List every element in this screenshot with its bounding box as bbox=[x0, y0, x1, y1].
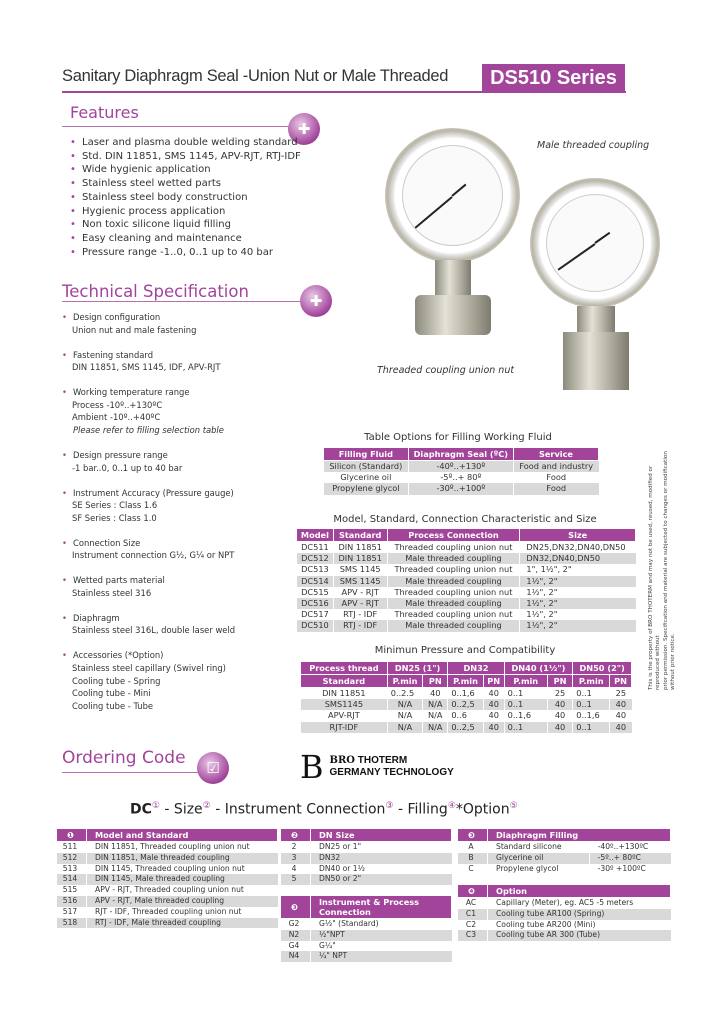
spec-value: Cooling tube - Mini bbox=[72, 688, 151, 699]
column-header: Size bbox=[520, 529, 636, 542]
table-row bbox=[281, 842, 452, 853]
code-cell: N4 bbox=[281, 951, 311, 962]
column-header: P.min bbox=[448, 675, 484, 688]
table-cell: Male threaded coupling bbox=[387, 553, 520, 564]
spec-item bbox=[62, 386, 235, 436]
pipe-cross-icon: ✚ bbox=[300, 285, 332, 317]
product-photos bbox=[355, 120, 655, 390]
description-cell: DIN 11851, Threaded coupling union nut bbox=[87, 842, 278, 853]
code-cell: 3 bbox=[281, 853, 311, 864]
table-cell: 0..1 bbox=[504, 688, 547, 700]
table-row bbox=[57, 874, 278, 885]
ordering-option-table bbox=[457, 884, 671, 941]
table-cell: 1½", 2" bbox=[520, 576, 636, 587]
table-row bbox=[281, 919, 452, 930]
table-cell: -30º..+100º bbox=[408, 483, 513, 494]
brand-logo bbox=[300, 748, 454, 786]
table-cell: N/A bbox=[387, 699, 423, 710]
spec-label: • Working temperature range bbox=[73, 387, 190, 398]
table-row bbox=[301, 710, 632, 721]
formula-marker-2: ② bbox=[202, 801, 211, 811]
feature-item: • Pressure range -1..0, 0..1 up to 40 bar bbox=[70, 246, 301, 260]
table-row bbox=[301, 722, 632, 733]
code-cell: C3 bbox=[458, 930, 488, 941]
table-cell: DC516 bbox=[297, 598, 334, 609]
code-cell: C2 bbox=[458, 920, 488, 931]
description-cell: RJT - IDF, Threaded coupling union nut bbox=[87, 907, 278, 918]
feature-item: • Hygienic process application bbox=[70, 205, 301, 219]
feature-item: • Laser and plasma double welding standard bbox=[70, 136, 301, 150]
table-row bbox=[458, 930, 671, 941]
table-cell: 25 bbox=[547, 688, 572, 700]
description-cell: Capillary (Meter), eg. AC5 -5 meters bbox=[488, 898, 671, 909]
description-cell: DIN 11851, Male threaded coupling bbox=[87, 853, 278, 864]
table-row bbox=[297, 553, 636, 564]
column-group-header: DN40 (1½") bbox=[504, 662, 573, 675]
table-row bbox=[297, 620, 636, 631]
feature-item: • Non toxic silicone liquid filling bbox=[70, 218, 301, 232]
description-cell: DN50 or 2" bbox=[311, 874, 452, 885]
table-cell: 1½", 2" bbox=[520, 609, 636, 620]
table-row bbox=[57, 918, 278, 929]
description-cell: Cooling tube AR100 (Spring) bbox=[488, 909, 671, 920]
spec-item bbox=[62, 537, 235, 562]
table-cell: 40 bbox=[547, 722, 572, 733]
description-cell: Standard silicone bbox=[488, 842, 590, 853]
column-header: Model and Standard bbox=[87, 829, 278, 842]
brand-name-bold: BRO bbox=[329, 755, 355, 766]
section-number: ❸ bbox=[458, 829, 488, 842]
description-cell: Cooling tube AR 300 (Tube) bbox=[488, 930, 671, 941]
brand-name: THOTERM bbox=[357, 755, 408, 766]
spec-item bbox=[62, 449, 235, 474]
table-cell: DC510 bbox=[297, 620, 334, 631]
table-cell: Silicon (Standard) bbox=[324, 461, 409, 473]
table-cell: -40º..+130º bbox=[408, 461, 513, 473]
table-cell: 1", 1½", 2" bbox=[520, 564, 636, 575]
table-row bbox=[57, 842, 278, 853]
filling-table-title: Table Options for Filling Working Fluid bbox=[364, 432, 552, 443]
spec-value: Stainless steel 316L, double laser weld bbox=[72, 625, 236, 636]
code-cell: B bbox=[458, 853, 488, 864]
spec-value: SF Series : Class 1.0 bbox=[72, 512, 157, 523]
table-cell: APV - RJT bbox=[333, 598, 387, 609]
code-cell: C1 bbox=[458, 909, 488, 920]
formula-dc: DC bbox=[130, 801, 152, 818]
table-cell: 40 bbox=[483, 722, 504, 733]
code-cell: 515 bbox=[57, 885, 87, 896]
table-cell: DC515 bbox=[297, 587, 334, 598]
table-cell: 40 bbox=[483, 699, 504, 710]
spec-item bbox=[62, 649, 235, 712]
description-cell: -30º +100ºC bbox=[589, 864, 670, 875]
disclaimer-line-2: prior permission. Specification and material are subjected to changes or modification without prior notice. bbox=[663, 451, 676, 690]
table-cell: N/A bbox=[387, 710, 423, 721]
table-row bbox=[297, 598, 636, 609]
feature-item: • Std. DIN 11851, SMS 1145, APV-RJT, RTJ-IDF bbox=[70, 150, 301, 164]
spec-label: • Design configuration bbox=[73, 312, 161, 322]
table-cell: N/A bbox=[423, 722, 448, 733]
table-cell: N/A bbox=[423, 710, 448, 721]
table-cell: Food bbox=[513, 483, 598, 494]
table-row bbox=[297, 564, 636, 575]
feature-item: • Stainless steel body construction bbox=[70, 191, 301, 205]
table-row bbox=[57, 896, 278, 907]
table-cell: 40 bbox=[610, 699, 632, 710]
table-row bbox=[57, 864, 278, 875]
table-row bbox=[324, 483, 599, 494]
code-cell: A bbox=[458, 842, 488, 853]
table-cell: Male threaded coupling bbox=[387, 620, 520, 631]
formula-marker-1: ① bbox=[151, 801, 160, 811]
description-cell: APV - RJT, Threaded coupling union nut bbox=[87, 885, 278, 896]
table-cell: DC512 bbox=[297, 553, 334, 564]
table-cell: Food bbox=[513, 472, 598, 483]
table-cell: DIN 11851 bbox=[333, 542, 387, 554]
table-row bbox=[297, 542, 636, 554]
spec-note: Please refer to filling selection table bbox=[73, 424, 224, 435]
description-cell: DIN 1145, Threaded coupling union nut bbox=[87, 864, 278, 875]
table-cell: DN25,DN32,DN40,DN50 bbox=[520, 542, 636, 554]
column-header: P.min bbox=[504, 675, 547, 688]
column-header: Diaphragm Filling bbox=[488, 829, 671, 842]
table-row bbox=[281, 853, 452, 864]
spec-label: • Instrument Accuracy (Pressure gauge) bbox=[73, 487, 234, 498]
description-cell: APV - RJT, Male threaded coupling bbox=[87, 896, 278, 907]
column-group-header: DN25 (1") bbox=[387, 662, 448, 675]
table-row bbox=[458, 853, 671, 864]
column-header: PN bbox=[610, 675, 632, 688]
description-cell: DN40 or 1½ bbox=[311, 864, 452, 875]
formula-option: *Option bbox=[455, 801, 510, 818]
table-cell: DIN 11851 bbox=[333, 553, 387, 564]
table-cell: 40 bbox=[483, 710, 504, 721]
table-cell: 0..2,5 bbox=[448, 699, 484, 710]
spec-item bbox=[62, 311, 235, 336]
pressure-table bbox=[300, 661, 632, 733]
table-header-row bbox=[57, 829, 278, 842]
table-cell: 0..1,6 bbox=[573, 710, 610, 721]
column-header: P.min bbox=[573, 675, 610, 688]
spec-label: • Diaphragm bbox=[73, 612, 120, 623]
table-header-row bbox=[324, 448, 599, 461]
spec-value: SE Series : Class 1.6 bbox=[72, 500, 158, 511]
table-cell: 40 bbox=[610, 722, 632, 733]
table-cell: N/A bbox=[387, 722, 423, 733]
code-cell: C bbox=[458, 864, 488, 875]
table-cell: Male threaded coupling bbox=[387, 598, 520, 609]
column-header: Option bbox=[488, 885, 671, 898]
tech-spec-divider bbox=[62, 301, 302, 302]
table-row bbox=[281, 941, 452, 952]
table-cell: APV - RJT bbox=[333, 587, 387, 598]
formula-marker-4: ④ bbox=[447, 801, 456, 811]
table-cell: 0..1 bbox=[504, 722, 547, 733]
code-cell: 513 bbox=[57, 864, 87, 875]
table-cell: 40 bbox=[547, 710, 572, 721]
column-header: Filling Fluid bbox=[324, 448, 409, 461]
description-cell: RTJ - IDF, Male threaded coupling bbox=[87, 918, 278, 929]
table-row bbox=[297, 609, 636, 620]
formula-marker-3: ③ bbox=[385, 801, 394, 811]
table-row bbox=[458, 842, 671, 853]
table-row bbox=[458, 920, 671, 931]
code-cell: 511 bbox=[57, 842, 87, 853]
spec-value: Union nut and male fastening bbox=[72, 324, 197, 335]
feature-item: • Wide hygienic application bbox=[70, 163, 301, 177]
table-cell: 25 bbox=[610, 688, 632, 700]
spec-value: Cooling tube - Tube bbox=[72, 700, 154, 711]
spec-value: DIN 11851, SMS 1145, IDF, APV-RJT bbox=[72, 362, 221, 373]
ordering-dn-size-table bbox=[280, 828, 452, 885]
table-row bbox=[301, 688, 632, 700]
code-cell: N2 bbox=[281, 930, 311, 941]
gauge-male-threaded-image bbox=[530, 178, 660, 308]
table-row bbox=[297, 587, 636, 598]
caption-male-threaded: Male threaded coupling bbox=[537, 140, 650, 151]
table-cell: 0..1 bbox=[573, 699, 610, 710]
spec-value: Process -10º..+130ºC bbox=[72, 399, 163, 410]
column-header: Standard bbox=[301, 675, 388, 688]
code-cell: 4 bbox=[281, 864, 311, 875]
table-header-row bbox=[458, 885, 671, 898]
code-cell: 518 bbox=[57, 918, 87, 929]
column-group-header: Process thread bbox=[301, 662, 388, 675]
table-row bbox=[301, 699, 632, 710]
gauge-union-nut-image bbox=[385, 128, 520, 263]
table-row bbox=[57, 885, 278, 896]
spec-value: Instrument connection G½, G¼ or NPT bbox=[72, 550, 235, 561]
column-header: PN bbox=[547, 675, 572, 688]
description-cell: ½"NPT bbox=[311, 930, 452, 941]
ordering-formula bbox=[130, 801, 518, 818]
feature-item: • Easy cleaning and maintenance bbox=[70, 232, 301, 246]
table-cell: 0..2.5 bbox=[387, 688, 423, 700]
table-row bbox=[324, 472, 599, 483]
features-list bbox=[70, 136, 301, 259]
description-cell: Glycerine oil bbox=[488, 853, 590, 864]
feature-item: • Stainless steel wetted parts bbox=[70, 177, 301, 191]
table-cell: Male threaded coupling bbox=[387, 576, 520, 587]
table-cell: DC517 bbox=[297, 609, 334, 620]
table-header-row bbox=[281, 896, 452, 919]
features-heading: Features bbox=[70, 103, 139, 122]
table-cell: DC513 bbox=[297, 564, 334, 575]
table-cell: DC514 bbox=[297, 576, 334, 587]
spec-label: • Accessories (*Option) bbox=[73, 650, 164, 661]
column-header: Process Connection bbox=[387, 529, 520, 542]
column-header: PN bbox=[423, 675, 448, 688]
table-cell: SMS 1145 bbox=[333, 564, 387, 575]
description-cell: DN32 bbox=[311, 853, 452, 864]
table-cell: DIN 11851 bbox=[301, 688, 388, 700]
table-cell: 0..1,6 bbox=[504, 710, 547, 721]
code-cell: 516 bbox=[57, 896, 87, 907]
table-header-row bbox=[301, 662, 632, 675]
spec-label: • Design pressure range bbox=[73, 449, 168, 460]
features-divider bbox=[62, 126, 292, 127]
table-cell: 0..1 bbox=[504, 699, 547, 710]
filling-table bbox=[323, 447, 599, 495]
spec-value: Stainless steel 316 bbox=[72, 587, 152, 598]
tech-spec-list bbox=[62, 311, 235, 725]
section-number: ❶ bbox=[57, 829, 87, 842]
spec-label: • Wetted parts material bbox=[73, 575, 165, 586]
column-header: Instrument & Process Connection bbox=[311, 896, 452, 919]
table-cell: Food and industry bbox=[513, 461, 598, 473]
description-cell: DIN 1145, Male threaded coupling bbox=[87, 874, 278, 885]
table-row bbox=[281, 874, 452, 885]
table-header-row bbox=[297, 529, 636, 542]
table-cell: Threaded coupling union nut bbox=[387, 542, 520, 554]
description-cell: -5º..+ 80ºC bbox=[589, 853, 670, 864]
code-cell: 5 bbox=[281, 874, 311, 885]
spec-item bbox=[62, 574, 235, 599]
section-number: ❸ bbox=[281, 896, 311, 919]
table-cell: 40 bbox=[547, 699, 572, 710]
spec-item bbox=[62, 612, 235, 637]
formula-size: - Size bbox=[159, 801, 203, 818]
table-cell: 1½", 2" bbox=[520, 598, 636, 609]
table-row bbox=[57, 853, 278, 864]
ordering-connection-table bbox=[280, 895, 452, 962]
diaphragm-icon: ✚ bbox=[288, 113, 320, 145]
table-row bbox=[458, 898, 671, 909]
table-cell: N/A bbox=[423, 699, 448, 710]
table-cell: 0..6 bbox=[448, 710, 484, 721]
column-header: Service bbox=[513, 448, 598, 461]
column-group-header: DN50 (2") bbox=[573, 662, 632, 675]
table-row bbox=[57, 907, 278, 918]
code-cell: 514 bbox=[57, 874, 87, 885]
column-header: PN bbox=[483, 675, 504, 688]
code-cell: 2 bbox=[281, 842, 311, 853]
ordering-heading: Ordering Code bbox=[62, 748, 186, 768]
code-cell: 517 bbox=[57, 907, 87, 918]
table-cell: 0..1 bbox=[573, 722, 610, 733]
series-badge: DS510 Series bbox=[482, 64, 625, 92]
table-cell: RTJ - IDF bbox=[333, 609, 387, 620]
table-cell: 40 bbox=[423, 688, 448, 700]
table-row bbox=[458, 909, 671, 920]
brand-mark: B bbox=[300, 748, 324, 786]
table-row bbox=[297, 576, 636, 587]
code-cell: G2 bbox=[281, 919, 311, 930]
ordering-model-standard-table bbox=[56, 828, 278, 928]
disclaimer-line-1: This is the property of BRO THOTERM and may not be used, reused, modified or reproduced without bbox=[648, 465, 661, 690]
column-header: Standard bbox=[333, 529, 387, 542]
formula-connection: - Instrument Connection bbox=[210, 801, 386, 818]
column-header: DN Size bbox=[311, 829, 452, 842]
table-row bbox=[324, 461, 599, 473]
table-row bbox=[281, 930, 452, 941]
table-header-row bbox=[458, 829, 671, 842]
table-cell: 40 bbox=[483, 688, 504, 700]
formula-filling: - Filling bbox=[393, 801, 448, 818]
table-cell: Glycerine oil bbox=[324, 472, 409, 483]
table-cell: Threaded coupling union nut bbox=[387, 564, 520, 575]
spec-item bbox=[62, 349, 235, 374]
spec-value: -1 bar..0, 0..1 up to 40 bar bbox=[72, 462, 183, 473]
table-cell: DC511 bbox=[297, 542, 334, 554]
table-cell: SMS 1145 bbox=[333, 576, 387, 587]
ordering-filling-table bbox=[457, 828, 671, 874]
code-cell: 512 bbox=[57, 853, 87, 864]
ordering-divider bbox=[62, 772, 202, 773]
spec-value: Ambient -10º..+40ºC bbox=[72, 412, 161, 423]
formula-marker-5: ⑤ bbox=[509, 801, 518, 811]
table-cell: 0..1,6 bbox=[448, 688, 484, 700]
pressure-table-title: Minimun Pressure and Compatibility bbox=[374, 645, 556, 656]
table-cell: -5º..+ 80º bbox=[408, 472, 513, 483]
spec-value: Cooling tube - Spring bbox=[72, 675, 161, 686]
table-cell: 0..2,5 bbox=[448, 722, 484, 733]
section-number: ❷ bbox=[281, 829, 311, 842]
table-cell: RTJ - IDF bbox=[333, 620, 387, 631]
spec-label: • Connection Size bbox=[73, 537, 141, 548]
disclaimer bbox=[648, 440, 676, 690]
description-cell: ¼" NPT bbox=[311, 951, 452, 962]
brand-tagline: GERMANY TECHNOLOGY bbox=[329, 767, 454, 778]
table-row bbox=[281, 864, 452, 875]
table-cell: Threaded coupling union nut bbox=[387, 587, 520, 598]
spec-item bbox=[62, 487, 235, 525]
page-title: Sanitary Diaphragm Seal -Union Nut or Male Threaded bbox=[62, 67, 449, 85]
caption-union-nut: Threaded coupling union nut bbox=[377, 365, 515, 376]
table-cell: 40 bbox=[610, 710, 632, 721]
description-cell: G½" (Standard) bbox=[311, 919, 452, 930]
column-header: Model bbox=[297, 529, 334, 542]
code-cell: AC bbox=[458, 898, 488, 909]
table-row bbox=[458, 864, 671, 875]
tech-spec-heading: Technical Specification bbox=[62, 282, 249, 301]
spec-label: • Fastening standard bbox=[73, 349, 154, 360]
code-cell: G4 bbox=[281, 941, 311, 952]
model-table-title: Model, Standard, Connection Characteristic and Size bbox=[333, 514, 597, 525]
description-cell: Cooling tube AR200 (Mini) bbox=[488, 920, 671, 931]
column-group-header: DN32 bbox=[448, 662, 504, 675]
table-cell: RJT-IDF bbox=[301, 722, 388, 733]
section-number: ❹ bbox=[458, 885, 488, 898]
spec-value: Stainless steel capillary (Swivel ring) bbox=[72, 663, 226, 673]
model-table bbox=[296, 528, 636, 632]
column-header: Diaphragm Seal (ºC) bbox=[408, 448, 513, 461]
table-cell: APV-RJT bbox=[301, 710, 388, 721]
description-cell: -40º..+130ºC bbox=[589, 842, 670, 853]
table-cell: Propylene glycol bbox=[324, 483, 409, 494]
table-row bbox=[281, 951, 452, 962]
title-divider bbox=[62, 91, 626, 93]
table-cell: 1½", 2" bbox=[520, 620, 636, 631]
description-cell: DN25 or 1" bbox=[311, 842, 452, 853]
table-header-row bbox=[281, 829, 452, 842]
table-cell: SMS1145 bbox=[301, 699, 388, 710]
table-cell: 0..1 bbox=[573, 688, 610, 700]
description-cell: Propylene glycol bbox=[488, 864, 590, 875]
table-subheader-row bbox=[301, 675, 632, 688]
column-header: P.min bbox=[387, 675, 423, 688]
table-cell: DN32,DN40,DN50 bbox=[520, 553, 636, 564]
table-cell: Threaded coupling union nut bbox=[387, 609, 520, 620]
checkbox-icon: ☑ bbox=[197, 752, 229, 784]
table-cell: 1½", 2" bbox=[520, 587, 636, 598]
description-cell: G¼" bbox=[311, 941, 452, 952]
